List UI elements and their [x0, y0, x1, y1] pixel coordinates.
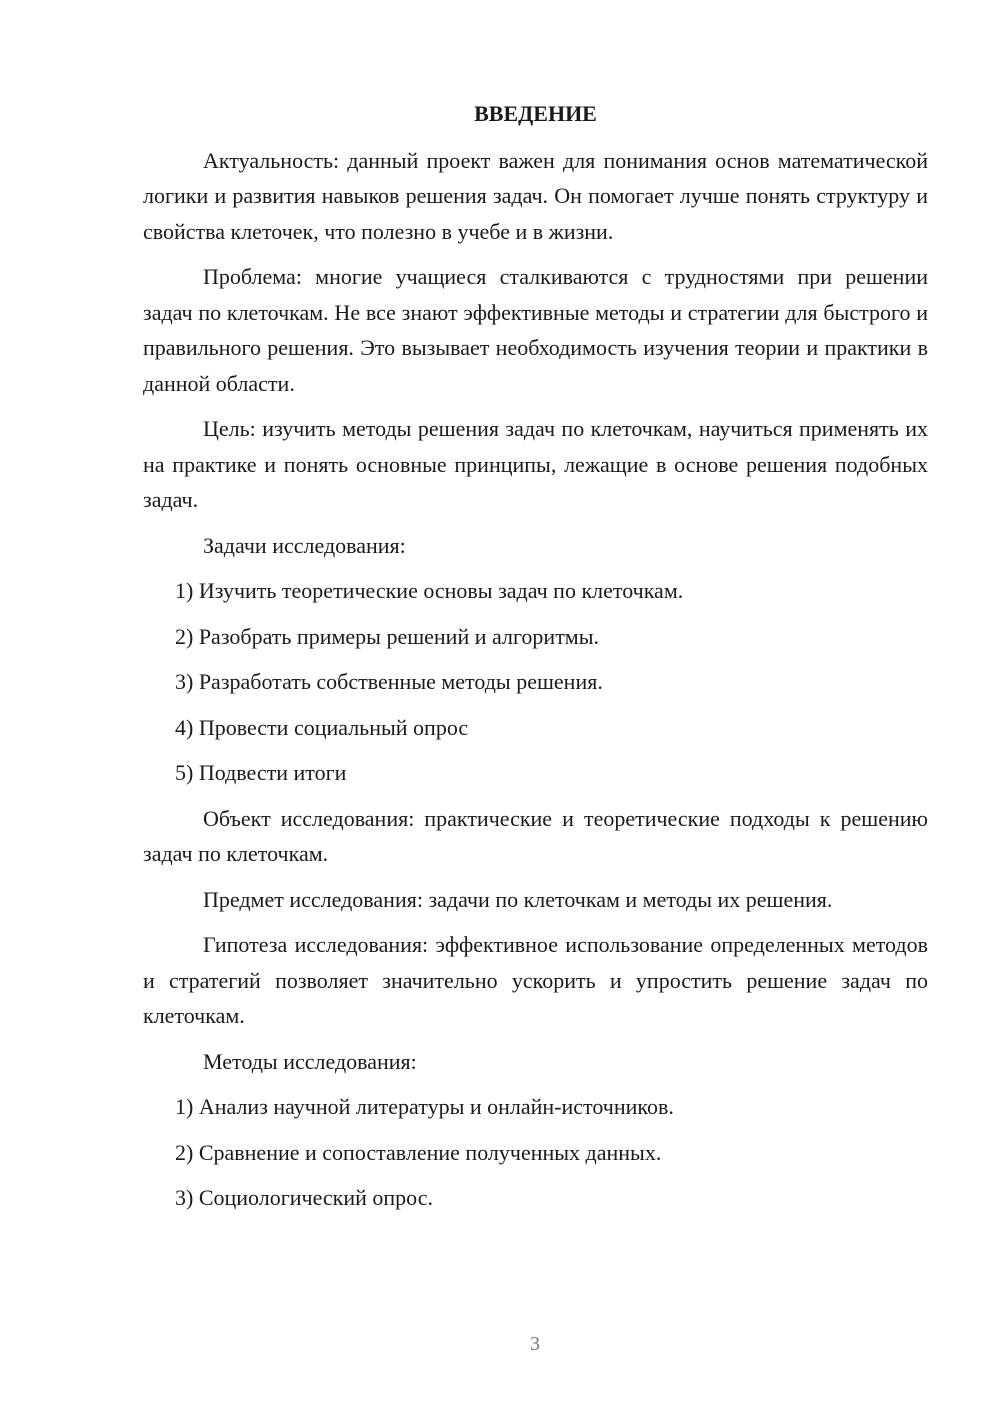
task-item-3: 3) Разработать собственные методы решения.: [175, 669, 603, 694]
method-item-3: 3) Социологический опрос.: [175, 1185, 433, 1210]
page-content: [143, 96, 928, 1226]
task-item-1: 1) Изучить теоретические основы задач по клеточкам.: [175, 578, 684, 603]
method-item-2: 2) Сравнение и сопоставление полученных данных.: [175, 1139, 662, 1165]
section-title: ВВЕДЕНИЕ: [474, 101, 597, 126]
subject-paragraph: Предмет исследования: задачи по клеточкам и методы их решения.: [203, 886, 833, 912]
goal-paragraph: Цель: изучить методы решения задач по клеточкам, научиться применять их на практике и понять основные принципы, лежащие в основе решения подобных задач.: [143, 416, 928, 512]
methods-heading: Методы исследования:: [203, 1048, 417, 1074]
task-item-5: 5) Подвести итоги: [175, 760, 347, 785]
task-item-4: 4) Провести социальный опрос: [175, 714, 469, 740]
page-number: 3: [530, 1333, 540, 1355]
problem-paragraph: Проблема: многие учащиеся сталкиваются с трудностями при решении задач по клеточкам. Не все знают эффективные методы и стратегии для быстрого и правильного решения. Это вызывает необходимость изучения теории и практики в данной области.: [143, 264, 928, 396]
object-paragraph: Объект исследования: практические и теоретические подходы к решению задач по клеточкам.: [143, 805, 928, 866]
relevance-paragraph: Актуальность: данный проект важен для понимания основ математической логики и развития навыков решения задач. Он помогает лучше понять структуру и свойства клеточек, что полезно в учебе и в жизни.: [143, 147, 928, 244]
task-item-2: 2) Разобрать примеры решений и алгоритмы.: [175, 623, 600, 649]
tasks-heading: Задачи исследования:: [203, 532, 406, 558]
hypothesis-paragraph: Гипотеза исследования: эффективное использование определенных методов и стратегий позволяет значительно ускорить и упростить решение задач по клеточкам.: [143, 932, 928, 1028]
method-item-1: 1) Анализ научной литературы и онлайн-источников.: [175, 1094, 674, 1119]
